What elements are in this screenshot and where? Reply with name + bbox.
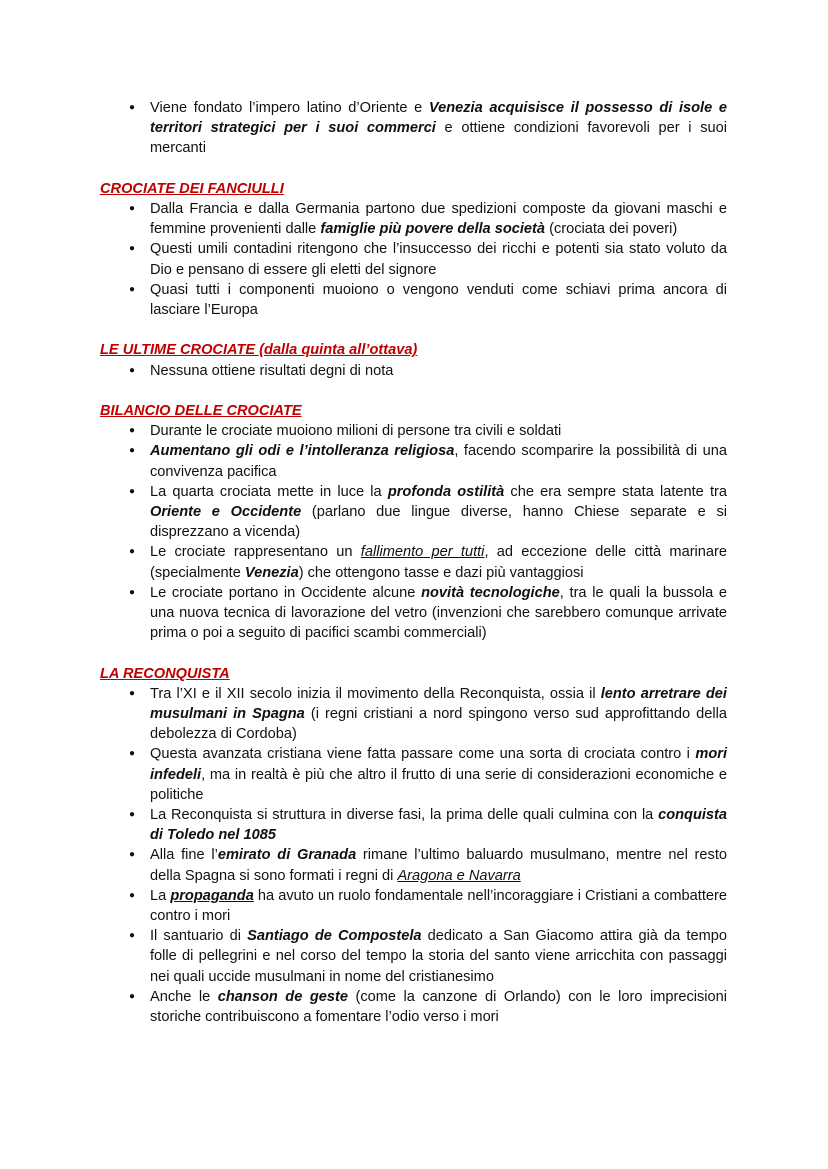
text-segment: Viene fondato l’impero latino d’Oriente e xyxy=(150,100,429,116)
text-segment: Tra l’XI e il XII secolo inizia il movimento della Reconquista, ossia il xyxy=(150,685,601,702)
section-heading: LA RECONQUISTA xyxy=(100,665,230,682)
text-segment: (come la canzone di Orlando) con le loro imprecisioni storiche contribuiscono a fomentare l’odio verso i mori xyxy=(150,988,727,1026)
bullet-icon: ● xyxy=(129,586,136,598)
bullet-list xyxy=(100,199,727,320)
bullet-icon: ● xyxy=(129,990,136,1002)
list-item xyxy=(100,199,727,239)
emphasized-text: famiglie più povere della società xyxy=(320,221,546,238)
list-item xyxy=(100,886,727,926)
text-segment: Le crociate rappresentano un xyxy=(150,544,361,561)
text-segment: La quarta crociata mette in luce la xyxy=(150,483,388,500)
bullet-icon: ● xyxy=(129,930,136,942)
bullet-list xyxy=(100,684,727,1027)
list-item xyxy=(100,361,727,381)
text-segment: Quasi tutti i componenti muoiono o vengono venduti come schiavi prima ancora di lasciare l’Europa xyxy=(150,281,727,318)
bullet-icon: ● xyxy=(129,425,136,437)
list-item xyxy=(100,542,727,582)
bullet-icon: ● xyxy=(129,808,136,820)
list-item xyxy=(100,98,727,159)
section-heading: CROCIATE DEI FANCIULLI xyxy=(100,180,284,197)
text-segment: Alla fine l’ xyxy=(150,847,218,864)
emphasized-text: Aragona e Navarra xyxy=(397,867,521,884)
emphasized-text: Aumentano gli odi e l’intolleranza religiosa xyxy=(150,443,455,460)
bullet-icon: ● xyxy=(129,889,136,901)
emphasized-text: emirato di Granada xyxy=(217,847,357,864)
text-segment: La xyxy=(150,887,171,904)
bullet-list xyxy=(100,361,727,381)
text-segment: (i regni cristiani a nord spingono verso sud approfittando della debolezza di Cordoba) xyxy=(150,705,727,743)
bullet-icon: ● xyxy=(129,849,136,861)
text-segment: e ottiene condizioni favorevoli per i suoi mercanti xyxy=(150,120,727,157)
text-segment: , ma in realtà è più che altro il frutto di una serie di considerazioni economiche e politiche xyxy=(150,766,727,803)
text-segment: ha avuto un ruolo fondamentale nell’incoraggiare i Cristiani a combattere contro i mori xyxy=(150,887,727,924)
bullet-icon: ● xyxy=(129,687,136,699)
emphasized-text: Oriente e Occidente xyxy=(150,503,302,520)
text-segment: (parlano due lingue diverse, hanno Chiese separate e si disprezzano a vicenda) xyxy=(150,503,727,541)
text-segment: dedicato a San Giacomo attira già da tempo folle di pellegrini e nel corso del tempo la storia del santo viene arricchita con passaggi nei quali uccide musulmani in nome del cristianesimo xyxy=(150,928,727,985)
text-segment: (crociata dei poveri) xyxy=(545,221,678,238)
section-spacer xyxy=(100,381,727,401)
text-segment: , ad eccezione delle città marinare (specialmente xyxy=(150,544,728,581)
text-segment: Dalla Francia e dalla Germania partono due spedizioni composte da giovani maschi e femmine provenienti dalle xyxy=(150,200,727,238)
text-segment: Il santuario di xyxy=(150,928,248,945)
text-segment: che era sempre stata latente tra xyxy=(504,483,727,500)
list-item xyxy=(100,482,727,543)
text-segment: Nessuna ottiene risultati degni di nota xyxy=(150,362,394,379)
emphasized-text: conquista di Toledo nel 1085 xyxy=(150,806,727,844)
section-spacer xyxy=(100,643,727,663)
list-item xyxy=(100,280,727,320)
list-item xyxy=(100,926,727,987)
text-segment: Durante le crociate muoiono milioni di persone tra civili e soldati xyxy=(150,423,562,440)
bullet-icon: ● xyxy=(129,243,136,255)
text-segment: Questi umili contadini ritengono che l’insuccesso dei ricchi e potenti sia stato voluto da Dio e pensano di essere gli eletti del signore xyxy=(150,241,727,278)
text-segment: Le crociate portano in Occidente alcune xyxy=(150,584,422,601)
list-item xyxy=(100,845,727,885)
emphasized-text: Santiago de Compostela xyxy=(247,928,422,945)
text-segment: , tra le quali la bussola e una nuova tecnica di lavorazione del vetro (invenzioni che sarebbero comunque arrivate prima o poi a seguito di pacifici scambi commerciali) xyxy=(150,584,727,642)
document-body xyxy=(100,98,727,1027)
section-heading: LE ULTIME CROCIATE (dalla quinta all’ottava) xyxy=(100,342,418,359)
emphasized-text: profonda ostilità xyxy=(387,483,505,500)
emphasized-text: chanson de geste xyxy=(217,988,348,1005)
list-item xyxy=(100,805,727,845)
emphasized-text: fallimento per tutti xyxy=(360,544,485,561)
bullet-icon: ● xyxy=(129,445,136,457)
bullet-list xyxy=(100,98,727,159)
bullet-icon: ● xyxy=(129,364,136,376)
emphasized-text: propaganda xyxy=(170,887,254,904)
bullet-icon: ● xyxy=(129,485,136,497)
bullet-icon: ● xyxy=(129,102,136,113)
emphasized-text: novità tecnologiche xyxy=(421,584,560,601)
list-item xyxy=(100,239,727,279)
section-spacer xyxy=(100,159,727,179)
section-spacer xyxy=(100,320,727,340)
text-segment: Anche le xyxy=(150,988,218,1005)
emphasized-text: Venezia acquisisce il possesso di isole e territori strategici per i suoi commerci xyxy=(150,100,727,137)
list-item xyxy=(100,684,727,745)
text-segment: rimane l’ultimo baluardo musulmano, mentre nel resto della Spagna si sono formati i regni di xyxy=(150,847,727,884)
list-item xyxy=(100,441,727,481)
text-segment: ) che ottengono tasse e dazi più vantaggiosi xyxy=(298,564,584,581)
bullet-icon: ● xyxy=(129,283,136,295)
bullet-list xyxy=(100,421,727,643)
list-item xyxy=(100,421,727,441)
text-segment: Questa avanzata cristiana viene fatta passare come una sorta di crociata contro i xyxy=(150,746,696,763)
list-item xyxy=(100,744,727,805)
list-item xyxy=(100,987,727,1027)
bullet-icon: ● xyxy=(129,202,136,214)
text-segment: La Reconquista si struttura in diverse fasi, la prima delle quali culmina con la xyxy=(150,806,659,823)
section-heading: BILANCIO DELLE CROCIATE xyxy=(100,402,302,419)
text-segment: , facendo scomparire la possibilità di una convivenza pacifica xyxy=(150,443,727,480)
bullet-icon: ● xyxy=(129,748,136,760)
emphasized-text: Venezia xyxy=(244,564,299,581)
list-item xyxy=(100,583,727,644)
emphasized-text: lento arretrare dei musulmani in Spagna xyxy=(150,685,727,722)
emphasized-text: mori infedeli xyxy=(150,746,727,783)
bullet-icon: ● xyxy=(129,546,136,558)
